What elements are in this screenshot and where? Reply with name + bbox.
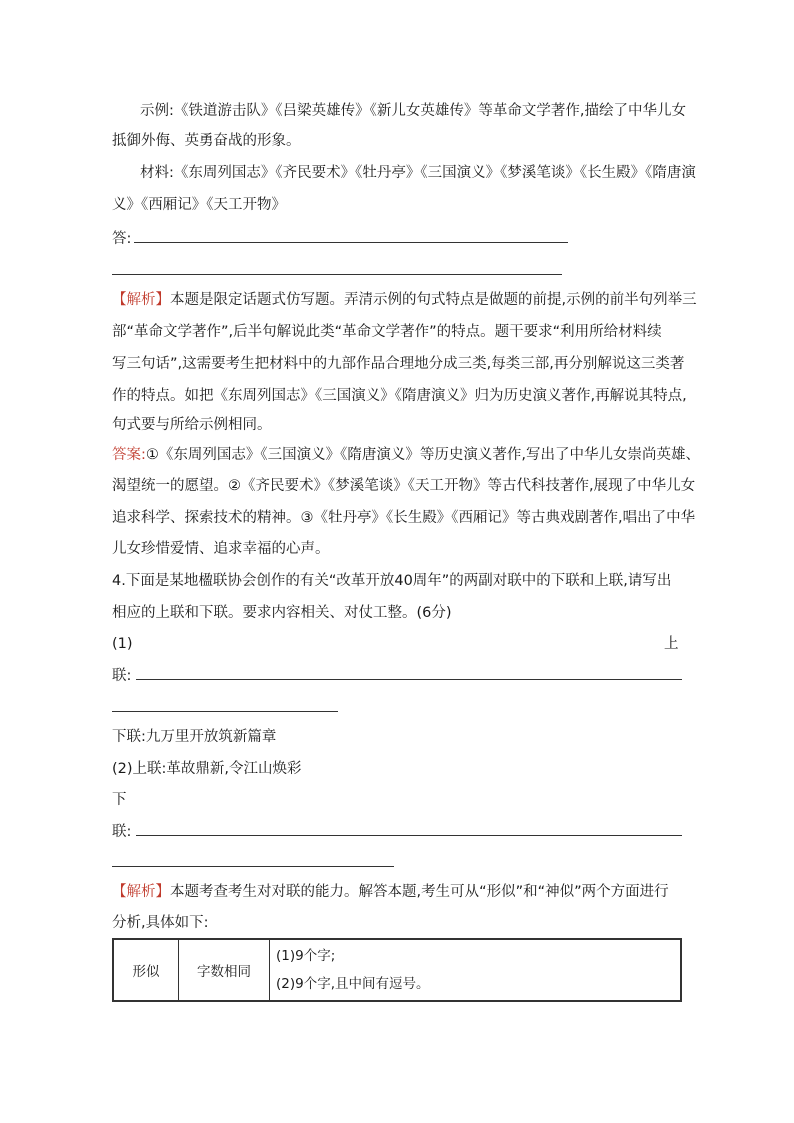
q4-part-1-label-b: 联:	[112, 668, 132, 684]
example-line-2: 抵御外侮、英勇奋战的形象。	[112, 133, 301, 149]
answer-blank-line-2[interactable]	[112, 274, 562, 275]
analysis-tag: 【解析】	[112, 292, 170, 308]
analysis-1-line-5: 句式要与所给示例相同。	[112, 417, 272, 433]
question-4-line-1: 4.下面是某地楹联协会创作的有关“改革开放40周年”的两副对联中的下联和上联,请写出	[112, 573, 672, 589]
analysis-tag: 【解析】	[112, 884, 170, 900]
analysis-1-line-1	[112, 290, 697, 310]
analysis-table	[112, 938, 682, 1002]
answer-tag: 答案:	[112, 447, 146, 463]
q4-part-1-number: (1)	[112, 636, 133, 652]
analysis-1-line-2: 部“革命文学著作”,后半句解说此类“革命文学著作”的特点。题干要求“利用所给材料续	[112, 324, 662, 340]
table-cell-category: 形似	[113, 939, 179, 1001]
q4-part-2-blank-line-2[interactable]	[112, 866, 394, 867]
answer-blank-line-1[interactable]	[134, 242, 568, 243]
answer-1-line-4: 儿女珍惜爱情、追求幸福的心声。	[112, 541, 330, 557]
analysis-1-line-3: 写三句话”,这需要考生把材料中的九部作品合理地分成三类,每类三部,再分别解说这三类著	[112, 356, 685, 372]
analysis-2-line-2: 分析,具体如下:	[112, 915, 209, 931]
analysis-text: 本题是限定话题式仿写题。弄清示例的句式特点是做题的前提,示例的前半句列举三	[170, 292, 697, 308]
material-line-2: 义》《西厢记》《天工开物》	[112, 197, 286, 213]
table-row	[113, 939, 681, 1001]
material-line-1: 材料:《东周列国志》《齐民要术》《牡丹亭》《三国演义》《梦溪笔谈》《长生殿》《隋唐演	[140, 165, 696, 181]
analysis-1-line-4: 作的特点。如把《东周列国志》《三国演义》《隋唐演义》归为历史演义著作,再解说其特点,	[112, 388, 687, 404]
q4-part-2-given: (2)上联:革故鼎新,令江山焕彩	[112, 761, 302, 777]
table-detail-item-2: (2)9个字,且中间有逗号。	[276, 976, 430, 992]
answer-1-line-3: 追求科学、探索技术的精神。③《牡丹亭》《长生殿》《西厢记》等古典戏剧著作,唱出了中华	[112, 510, 696, 526]
answer-text: ①《东周列国志》《三国演义》《隋唐演义》等历史演义著作,写出了中华儿女崇尚英雄、	[145, 447, 700, 463]
answer-prompt: 答:	[112, 231, 132, 247]
q4-part-2-label-a: 下	[112, 792, 127, 808]
q4-part-1-given: 下联:九万里开放筑新篇章	[112, 729, 277, 745]
table-cell-details	[270, 939, 682, 1001]
q4-part-2-label-b: 联:	[112, 824, 132, 840]
question-4-line-2: 相应的上联和下联。要求内容相关、对仗工整。(6分)	[112, 605, 452, 621]
q4-part-2-blank-line-1[interactable]	[136, 835, 682, 836]
q4-part-1-blank-line-1[interactable]	[136, 679, 682, 680]
answer-1-line-1	[112, 445, 700, 465]
q4-part-1-label-a: 上	[664, 636, 679, 652]
answer-1-line-2: 渴望统一的愿望。②《齐民要术》《梦溪笔谈》《天工开物》等古代科技著作,展现了中华儿女	[112, 478, 696, 494]
q4-part-1-blank-line-2[interactable]	[112, 711, 338, 712]
analysis-2-line-1	[112, 882, 669, 902]
table-cell-criterion: 字数相同	[179, 939, 270, 1001]
analysis-text: 本题考查考生对对联的能力。解答本题,考生可从“形似”和“神似”两个方面进行	[170, 884, 669, 900]
table-detail-item-1: (1)9个字;	[276, 948, 336, 964]
example-line-1: 示例:《铁道游击队》《吕梁英雄传》《新儿女英雄传》等革命文学著作,描绘了中华儿女	[140, 103, 686, 119]
